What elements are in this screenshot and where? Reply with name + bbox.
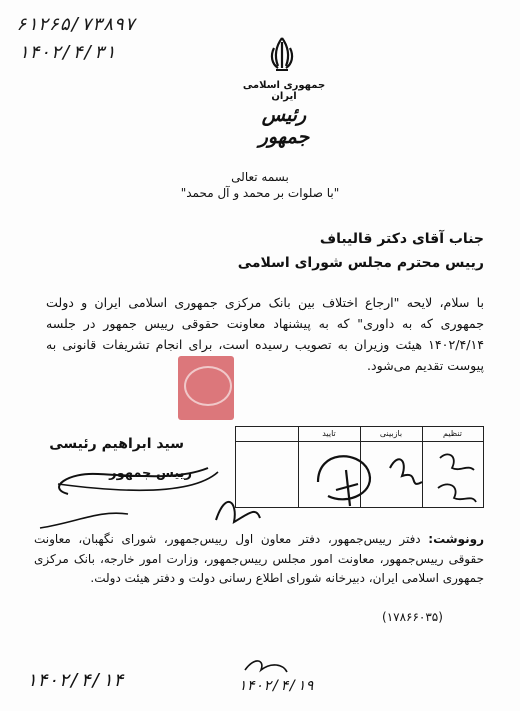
body-paragraph: با سلام، لایحه "ارجاع اختلاف بین بانک مرکزی جمهوری اسلامی ایران و دولت جمهوری که به داوری" که به پیشنهاد معاونت حقوقی رییس جمهور در جلسه ۱۴۰۲/۴/۱۴ هیئت وزیران به تصویب رسیده است، برای انجام تشریفات قانونی به پیوست تقدیم می‌شود. (46, 295, 484, 373)
header-republic: جمهوری اسلامی ایران (242, 80, 326, 102)
reference-number: ۶۱۲۶۵/۷۳۸۹۷ (16, 14, 136, 35)
invocation: بسمه تعالی (231, 170, 289, 184)
watermark-emblem (184, 366, 232, 406)
table-header-review: بازبینی (360, 427, 422, 442)
bottom-date: ۱۴۰۲/۴/۱۴ (26, 670, 124, 691)
signer-name: سید ابراهیم رئیسی (49, 436, 184, 452)
addressee-title: رییس محترم مجلس شورای اسلامی (237, 255, 484, 271)
document-code: (۱۷۸۶۶۰۳۵) (382, 610, 443, 624)
copies-paragraph (34, 530, 484, 589)
reference-date: ۱۴۰۲/۴/۳۱ (18, 42, 116, 63)
table-header-approve: تایید (298, 427, 360, 442)
copies-label: رونوشت: (428, 532, 484, 546)
emblem-icon (262, 34, 302, 74)
signer-title: رییس جمهور (109, 466, 192, 481)
salawat: "با صلوات بر محمد و آل محمد" (180, 186, 340, 200)
addressee-name: جناب آقای دکتر قالیباف (319, 231, 484, 247)
bottom-date-stamp: ۱۴۰۲/۴/۱۹ (238, 678, 314, 694)
copies-text: دفتر رییس‌جمهور، دفتر معاون اول رییس‌جمهور، شورای نگهبان، معاونت حقوقی رییس‌جمهور، معاونت امور مجلس رییس‌جمهور، وزارت امور خارجه، بانک مرکزی جمهوری اسلامی ایران، دبیرخانه شورای اطلاع رسانی دولت و دفتر هیئت دولت. (34, 532, 484, 585)
signature-scribble (28, 410, 488, 540)
header-office: رئیس جمهور (258, 104, 310, 148)
table-header-prepare: تنظیم (422, 427, 483, 442)
